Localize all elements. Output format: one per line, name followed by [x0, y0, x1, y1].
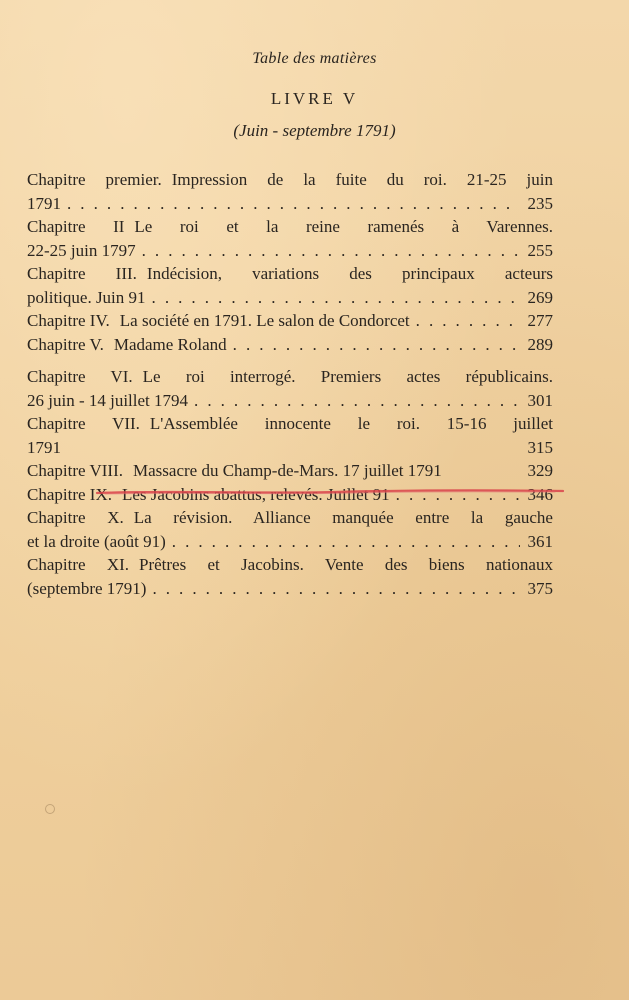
- table-of-contents: [27, 168, 553, 600]
- toc-entry-2: [27, 215, 553, 262]
- toc-entry-lastline: [27, 333, 553, 357]
- running-head: Table des matières: [252, 50, 377, 67]
- chapter-number: Chapitre IV.: [27, 311, 110, 330]
- leader-dots: [136, 239, 520, 263]
- leader-dots: [227, 333, 520, 357]
- toc-entry-lastline: [27, 309, 553, 333]
- chapter-number: Chapitre VII.: [27, 414, 140, 433]
- chapter-title-cont: 1791: [27, 193, 61, 213]
- toc-entry-lastline: [27, 577, 553, 601]
- leader-dots: [146, 286, 520, 310]
- toc-entry-lastline: [27, 389, 553, 413]
- chapter-number: Chapitre IX.: [27, 484, 112, 504]
- toc-entry-8: [27, 459, 553, 483]
- leader-dots: [410, 309, 520, 333]
- chapter-number: Chapitre premier.: [27, 170, 162, 189]
- chapter-title-text: Massacre du Champ-de-Mars. 17 juillet 1791: [133, 461, 442, 480]
- toc-entry-line: [27, 262, 553, 286]
- toc-entry-lastline: [27, 239, 553, 263]
- chapter-title-cont: 22-25 juin 1797: [27, 240, 136, 260]
- chapter-title: [27, 459, 442, 483]
- toc-entry-3: [27, 262, 553, 309]
- toc-entry-line: [27, 215, 553, 239]
- page-number: 346: [527, 484, 553, 504]
- chapter-title-text: Les Jacobins abattus, relevés. Juillet 91: [121, 484, 390, 504]
- chapter-number: Chapitre XI.: [27, 555, 130, 574]
- chapter-title: [27, 309, 410, 333]
- chapter-title-cont: politique. Juin 91: [27, 287, 146, 307]
- toc-entry-1: [27, 168, 553, 215]
- toc-entry-lastline: [27, 436, 553, 460]
- page-number: 375: [527, 578, 553, 598]
- toc-entry-lastline: [27, 192, 553, 216]
- chapter-title-cont: 26 juin - 14 juillet 1794: [27, 390, 189, 410]
- toc-entry-7: [27, 412, 553, 459]
- chapter-title: L'Assemblée innocente le roi. 15-16 juillet: [149, 414, 553, 433]
- chapter-title: Le roi interrogé. Premiers actes républicains.: [142, 367, 553, 386]
- page-number: 255: [527, 240, 553, 260]
- toc-entry-line: [27, 506, 553, 530]
- chapter-number: Chapitre X.: [27, 508, 124, 527]
- chapter-title: Indécision, variations des principaux acteurs: [146, 264, 553, 283]
- chapter-title: La révision. Alliance manquée entre la gauche: [133, 508, 553, 527]
- leader-dots: [166, 530, 520, 554]
- chapter-title: Impression de la fuite du roi. 21-25 juin: [171, 170, 553, 189]
- chapter-number: Chapitre VIII.: [27, 461, 123, 480]
- chapter-title: [27, 483, 390, 507]
- paper-speck: [45, 804, 55, 814]
- chapter-title: Prêtres et Jacobins. Vente des biens nationaux: [139, 555, 553, 574]
- page-number: 289: [527, 334, 553, 354]
- page-number: 329: [527, 461, 553, 480]
- toc-entry-4: [27, 309, 553, 333]
- leader-dots: [390, 483, 520, 507]
- toc-entry-lastline: [27, 286, 553, 310]
- chapter-title: Le roi et la reine ramenés à Varennes.: [134, 217, 553, 236]
- toc-entry-9: [27, 483, 553, 507]
- page-number: 361: [527, 531, 553, 551]
- page-number: 301: [527, 390, 553, 410]
- toc-entry-5: [27, 333, 553, 357]
- page-number: 269: [527, 287, 553, 307]
- page-number: 277: [527, 311, 553, 330]
- toc-entry-11: [27, 553, 553, 600]
- toc-entry-line: [27, 168, 553, 192]
- toc-entry-line: [27, 412, 553, 436]
- toc-entry-lastline: [27, 459, 553, 483]
- chapter-title: [27, 333, 227, 357]
- toc-entry-lastline: [27, 530, 553, 554]
- leader-dots: [188, 389, 519, 413]
- chapter-number: Chapitre III.: [27, 264, 137, 283]
- page-number: 235: [527, 193, 553, 213]
- toc-entry-line: [27, 553, 553, 577]
- toc-entry-line: [27, 365, 553, 389]
- toc-entry-lastline: [27, 483, 553, 507]
- book-subtitle: (Juin - septembre 1791): [233, 121, 396, 140]
- page-number: 315: [527, 437, 553, 457]
- chapter-title-cont: et la droite (août 91): [27, 531, 166, 551]
- book-title: LIVRE V: [270, 89, 359, 108]
- chapter-number: Chapitre VI.: [27, 367, 133, 386]
- chapter-number: Chapitre V.: [27, 334, 104, 354]
- toc-entry-6: [27, 365, 553, 412]
- chapter-title-text: La société en 1791. Le salon de Condorcet: [119, 311, 410, 330]
- chapter-title-text: Madame Roland: [113, 334, 227, 354]
- chapter-title-cont: (septembre 1791): [27, 578, 147, 598]
- leader-dots: [146, 577, 519, 601]
- chapter-number: Chapitre II: [27, 217, 125, 236]
- leader-dots: [61, 192, 520, 216]
- chapter-title-cont: 1791: [27, 437, 61, 457]
- toc-entry-10: [27, 506, 553, 553]
